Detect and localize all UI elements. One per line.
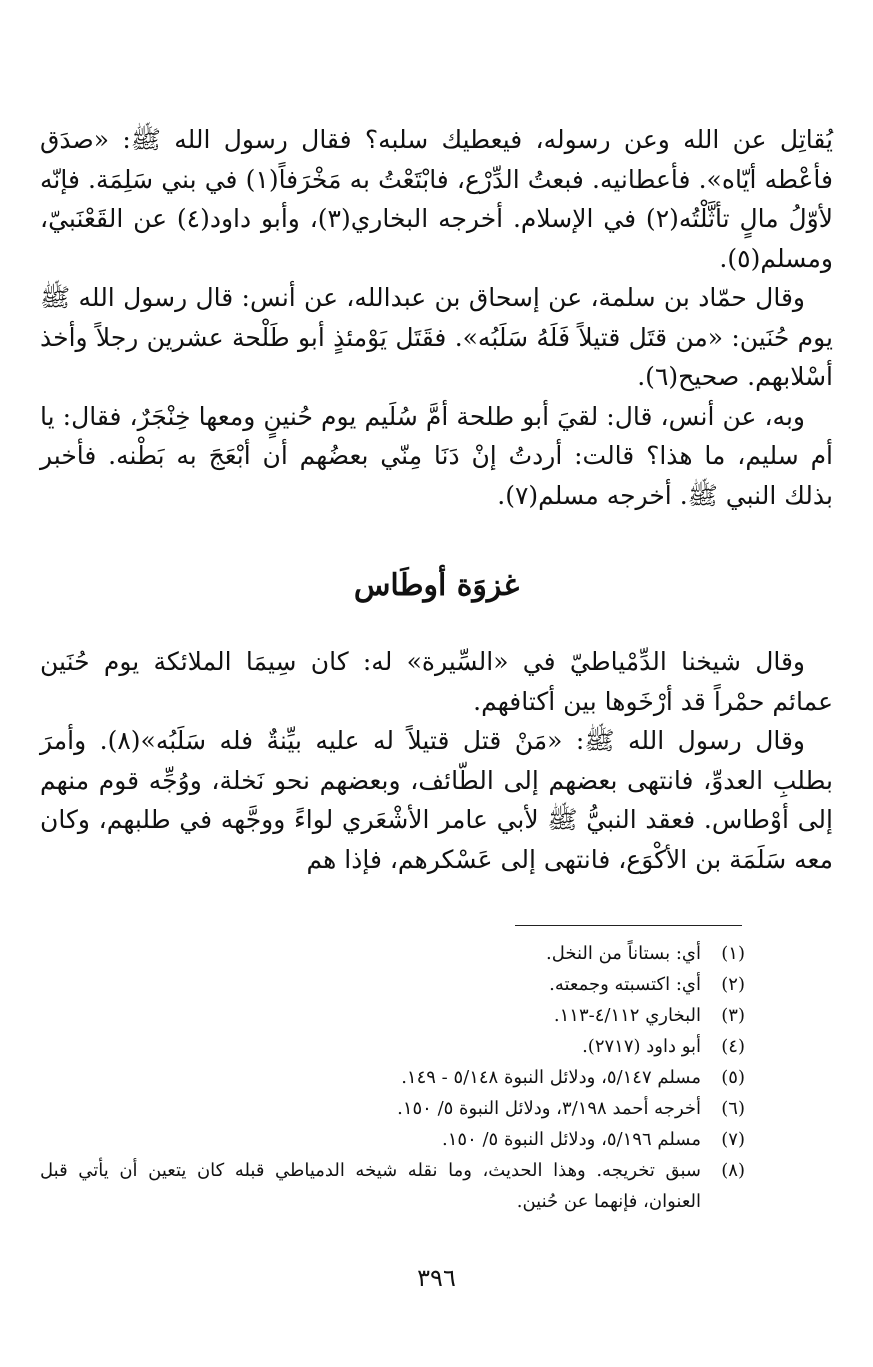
footnote-text: أبو داود (٢٧١٧).	[582, 1036, 701, 1057]
footnotes	[40, 938, 745, 1217]
page-number: ٣٩٦	[417, 1264, 456, 1292]
section-heading: غزوَة أوطَاس	[353, 568, 520, 603]
footnote-number: (٣)	[721, 1005, 745, 1026]
footnote-text: أي: اكتسبته وجمعته.	[549, 974, 701, 995]
footnote-number: (٢)	[721, 974, 745, 995]
footnote	[40, 969, 745, 1000]
footnote	[40, 1031, 745, 1062]
footnote	[40, 938, 745, 969]
paragraph: يُقاتِل عن الله وعن رسوله، فيعطيك سلبه؟ فقال رسول الله ﷺ: «صدَق فأعْطه أيّاه». فأعطانيه. فبعتُ الدِّرْع، فابْتَعْتُ به مَخْرَفاً(١) في بني سَلِمَة. فإنّه لأوّلُ مالٍ تأثَّلْتُه(٢) في الإسلام. أخرجه البخاري(٣)، وأبو داود(٤) عن القَعْنَبيّ، ومسلم(٥).	[40, 125, 833, 273]
footnote-separator	[515, 925, 742, 926]
footnote-number: (٦)	[721, 1098, 745, 1119]
footnote-text: أخرجه أحمد ٣/١٩٨، ودلائل النبوة ٥/ ١٥٠.	[397, 1098, 701, 1119]
footnote	[40, 1155, 745, 1217]
paragraph: وبه، عن أنس، قال: لقيَ أبو طلحة أمَّ سُلَيم يوم حُنينٍ ومعها خِنْجَرٌ، فقال: يا أم سليم، ما هذا؟ قالت: أردتُ إنْ دَنَا مِنّي بعضُهم أن أبْعَجَ به بَطْنه. فأخبر بذلك النبي ﷺ. أخرجه مسلم(٧).	[40, 401, 833, 510]
paragraph: وقال شيخنا الدِّمْياطيّ في «السِّيرة» له: كان سِيمَا الملائكة يوم حُنَين عمائم حمْراً قد أرْخَوها بين أكتافهم.	[40, 647, 833, 716]
footnote-text: سبق تخريجه. وهذا الحديث، وما نقله شيخه الدمياطي قبله كان يتعين أن يأتي قبل العنوان، فإنهما عن حُنين.	[40, 1160, 701, 1212]
footnote-number: (١)	[721, 943, 745, 964]
footnote	[40, 1062, 745, 1093]
footnote-text: مسلم ٥/١٩٦، ودلائل النبوة ٥/ ١٥٠.	[442, 1129, 701, 1150]
text-block-top	[40, 120, 833, 515]
text-block-bottom	[40, 642, 833, 879]
footnote-number: (٨)	[721, 1160, 745, 1181]
footnote-number: (٤)	[721, 1036, 745, 1057]
footnote-text: مسلم ٥/١٤٧، ودلائل النبوة ٥/١٤٨ - ١٤٩.	[401, 1067, 701, 1088]
footnote-text: أي: بستاناً من النخل.	[545, 943, 701, 964]
paragraph: وقال رسول الله ﷺ: «مَنْ قتل قتيلاً له عليه بيِّنةٌ فله سَلَبُه»(٨). وأمرَ بطلبِ العدوِّ، فانتهى بعضهم إلى الطّائف، وبعضهم نحو نَخلة، ووُجِّه قوم منهم إلى أوْطاس. فعقد النبيُّ ﷺ لأبي عامر الأشْعَري لواءً ووجَّهه في طلبهم، وكان معه سَلَمَة بن الأكْوَع، فانتهى إلى عَسْكرهم، فإذا هم	[40, 726, 833, 874]
footnote-number: (٥)	[721, 1067, 745, 1088]
footnote-number: (٧)	[721, 1129, 745, 1150]
footnote	[40, 1093, 745, 1124]
footnote	[40, 1000, 745, 1031]
paragraph: وقال حمّاد بن سلمة، عن إسحاق بن عبدالله، عن أنس: قال رسول الله ﷺ يوم حُنَين: «من قتَل قتيلاً فَلَهُ سَلَبُه». فقَتَل يَوْمئذٍ أبو طَلْحة عشرين رجلاً وأخذ أسْلابهم. صحيح(٦).	[40, 283, 833, 391]
footnote	[40, 1124, 745, 1155]
footnote-text: البخاري ٤/١١٢-١١٣.	[553, 1005, 701, 1026]
